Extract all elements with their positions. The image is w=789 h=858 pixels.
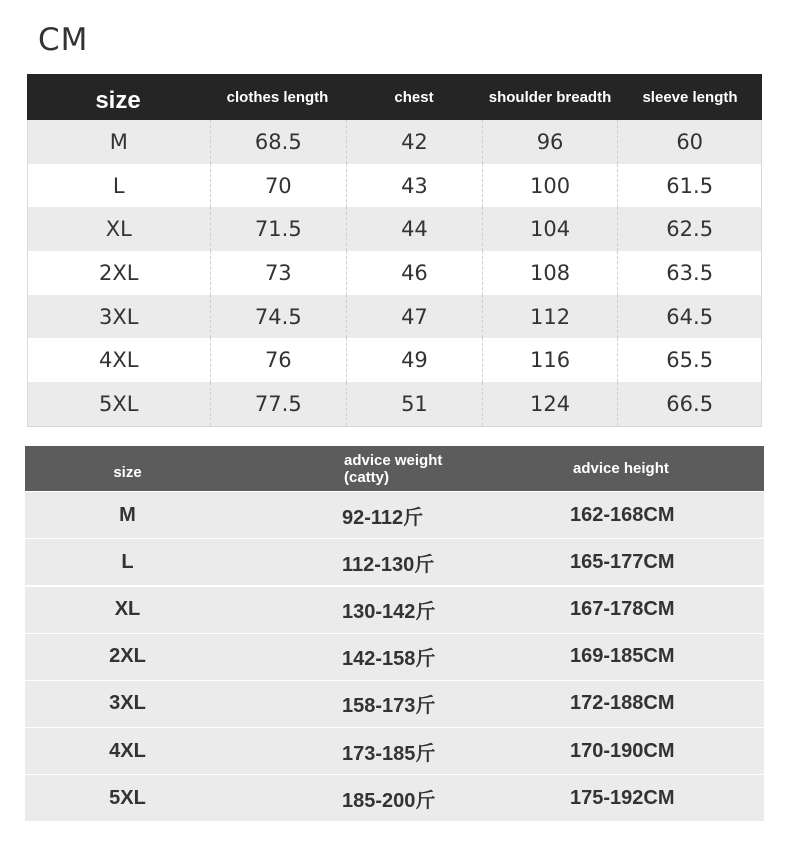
table-cell: 5XL [99, 391, 139, 416]
table-cell: 116 [482, 338, 618, 382]
table-cell: 46 [346, 251, 482, 295]
table-cell: 185-200斤 [342, 789, 436, 812]
table-cell: 169-185CM [570, 645, 675, 668]
table-row [28, 251, 761, 295]
table-cell: 158-173斤 [342, 695, 436, 718]
table-cell: 2XL [109, 645, 146, 668]
table-cell: L [121, 550, 134, 573]
table-cell: 63.5 [617, 251, 761, 295]
table-cell: 5XL [109, 786, 146, 809]
table-cell: 66.5 [617, 382, 761, 426]
table-cell: 112-130斤 [342, 553, 435, 576]
table-row [28, 295, 761, 339]
table-row [28, 120, 761, 164]
table-cell: XL [114, 598, 141, 621]
table-cell: 173-185斤 [342, 742, 436, 765]
table-cell: 77.5 [210, 382, 347, 426]
table-cell: 170-190CM [570, 739, 675, 762]
table-row [25, 492, 764, 538]
table-row [28, 338, 761, 382]
table-row [25, 681, 764, 727]
table-cell: M [109, 129, 128, 154]
advice-header [25, 446, 764, 491]
header-advice-weight: advice weight (catty) [344, 451, 443, 486]
table-cell: 68.5 [210, 120, 347, 164]
table-row [28, 382, 761, 426]
table-cell: 64.5 [617, 295, 761, 339]
table-cell: 51 [346, 382, 482, 426]
table-cell: 65.5 [617, 338, 761, 382]
header-advice-height: advice height [573, 460, 669, 477]
table-cell: 100 [482, 164, 618, 208]
table-cell: 167-178CM [570, 598, 675, 621]
table-cell: 92-112斤 [342, 506, 424, 529]
table-cell: 42 [346, 120, 482, 164]
table-row [28, 207, 761, 251]
table-cell: XL [105, 217, 132, 242]
table-cell: 62.5 [617, 207, 761, 251]
size-chart-table [27, 74, 762, 427]
unit-title: CM [38, 22, 89, 58]
header-size: size [95, 87, 141, 114]
table-cell: 108 [482, 251, 618, 295]
advice-table [25, 446, 764, 821]
header-clothes-length: clothes length [226, 88, 329, 106]
table-row [28, 164, 761, 208]
table-cell: 130-142斤 [342, 601, 436, 624]
table-cell: 3XL [109, 692, 146, 715]
table-row [25, 587, 764, 633]
size-chart-rows [27, 120, 762, 427]
table-cell: 124 [482, 382, 618, 426]
size-chart-header [27, 74, 762, 120]
table-row [25, 728, 764, 774]
table-cell: 2XL [99, 260, 139, 285]
header-shoulder-breadth: shoulder breadth [488, 88, 612, 106]
table-row [25, 775, 764, 821]
table-row [25, 539, 764, 585]
table-cell: 96 [482, 120, 618, 164]
table-cell: 4XL [109, 739, 146, 762]
table-cell: 49 [346, 338, 482, 382]
table-cell: 43 [346, 164, 482, 208]
table-cell: 71.5 [210, 207, 347, 251]
table-cell: 47 [346, 295, 482, 339]
table-cell: 4XL [99, 348, 139, 373]
table-cell: 175-192CM [570, 786, 675, 809]
table-cell: 44 [346, 207, 482, 251]
table-cell: 104 [482, 207, 618, 251]
table-cell: M [119, 503, 136, 526]
table-cell: 165-177CM [570, 550, 675, 573]
table-cell: 142-158斤 [342, 648, 436, 671]
table-cell: 74.5 [210, 295, 347, 339]
table-cell: 73 [210, 251, 347, 295]
table-cell: 70 [210, 164, 347, 208]
header-chest: chest [394, 88, 434, 106]
table-cell: 162-168CM [570, 503, 675, 526]
table-cell: 172-188CM [570, 692, 675, 715]
table-cell: 76 [210, 338, 347, 382]
header-size: size [113, 464, 142, 481]
header-sleeve-length: sleeve length [642, 88, 738, 106]
advice-rows [25, 492, 764, 821]
table-cell: 61.5 [617, 164, 761, 208]
table-cell: L [112, 173, 125, 198]
table-cell: 112 [482, 295, 618, 339]
table-row [25, 634, 764, 680]
table-cell: 3XL [99, 304, 139, 329]
table-cell: 60 [617, 120, 761, 164]
